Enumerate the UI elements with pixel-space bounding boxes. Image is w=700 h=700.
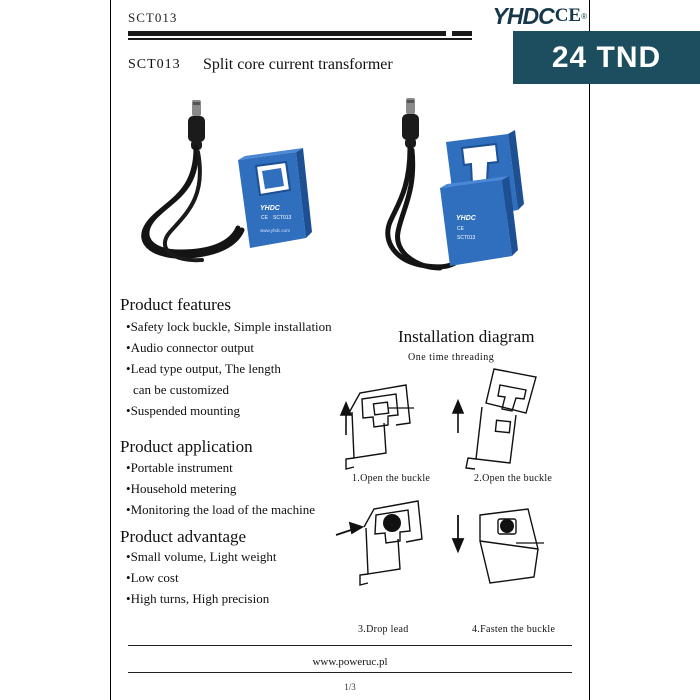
footer-url: www.poweruc.pl	[312, 656, 388, 668]
product-photo-illustrations	[110, 92, 590, 292]
section-heading-installation: Installation diagram	[398, 327, 535, 346]
brand-logo	[467, 4, 587, 28]
right-ct-body-open	[440, 130, 524, 266]
advantage-list	[126, 546, 276, 609]
svg-text:YHDC: YHDC	[260, 205, 280, 212]
step-3-arrow-icon	[336, 523, 362, 535]
step-2-arrow-icon	[453, 401, 463, 433]
registered-trademark-icon: ®	[581, 11, 587, 21]
step-4-arrow-icon	[453, 515, 463, 551]
section-heading-features: Product features	[120, 295, 231, 314]
installation-subtitle: One time threading	[408, 352, 495, 363]
svg-text:CE: CE	[261, 215, 268, 221]
price-badge: 24 TND	[513, 31, 700, 84]
step-caption-1: 1.Open the buckle	[352, 473, 431, 484]
list-item: •Audio connector output	[126, 340, 255, 355]
section-heading-application: Product application	[120, 437, 253, 456]
step-2-figure	[466, 369, 536, 469]
list-item: •Safety lock buckle, Simple installation	[126, 319, 332, 334]
svg-text:www.yhdc.com: www.yhdc.com	[260, 228, 291, 233]
page-title: Split core current transformer	[203, 56, 393, 73]
svg-text:SCT013: SCT013	[273, 215, 292, 221]
list-item: •Portable instrument	[126, 460, 233, 475]
list-item: •High turns, High precision	[126, 591, 270, 606]
left-audio-jack-icon	[188, 100, 205, 150]
step-caption-4: 4.Fasten the buckle	[472, 624, 556, 635]
section-heading-advantage: Product advantage	[120, 527, 247, 546]
list-item: •Small volume, Light weight	[126, 549, 277, 564]
features-list	[126, 316, 332, 421]
list-item: can be customized	[133, 382, 230, 397]
title-product-code: SCT013	[128, 57, 181, 72]
left-ct-body	[238, 148, 312, 248]
step-1-arrow-icon	[341, 403, 351, 435]
header-product-code: SCT013	[128, 10, 178, 25]
svg-text:CE: CE	[457, 226, 464, 232]
product-photos	[110, 92, 590, 292]
header-rule-thin	[128, 38, 472, 40]
footer-rule-top	[128, 645, 572, 646]
step-4-conductor-icon	[500, 519, 514, 533]
brand-logo-text: YHDC	[492, 2, 554, 29]
list-item: •Household metering	[126, 481, 237, 496]
header-rule-thick-left	[128, 31, 446, 36]
step-caption-3: 3.Drop lead	[358, 624, 409, 635]
list-item: •Lead type output, The length	[126, 361, 281, 376]
list-item: •Low cost	[126, 570, 179, 585]
installation-diagram-figures	[330, 363, 580, 628]
step-3-figure	[360, 501, 422, 585]
ce-mark-icon: CE	[554, 5, 582, 26]
list-item: •Suspended mounting	[126, 403, 240, 418]
application-list	[126, 457, 315, 520]
right-audio-jack-icon	[402, 98, 419, 148]
step-3-conductor-icon	[383, 514, 401, 532]
page-number: 1/3	[344, 682, 356, 692]
step-1-figure	[346, 385, 410, 469]
svg-text:SCT013: SCT013	[457, 235, 476, 241]
step-caption-2: 2.Open the buckle	[474, 473, 553, 484]
list-item: •Monitoring the load of the machine	[126, 502, 316, 517]
footer-rule-bottom	[128, 672, 572, 673]
svg-text:YHDC: YHDC	[456, 215, 476, 222]
header-rule-thick-right	[452, 31, 472, 36]
